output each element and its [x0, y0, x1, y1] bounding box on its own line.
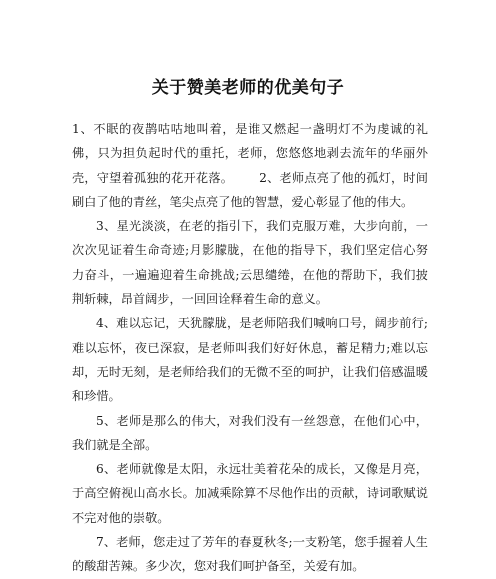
paragraph-5: 5、老师是那么的伟大，对我们没有一丝怨意，在他们心中，我们就是全部。 [72, 413, 428, 452]
paragraph-7: 7、老师，您走过了芳年的春夏秋冬;一支粉笔，您手握着人生的酸甜苦辣。多少次，您对我们呵护备至，关爱有加。 [72, 535, 428, 574]
paragraph-4: 4、难以忘记，天犹朦胧，是老师陪我们喊响口号，阔步前行;难以忘怀，夜已深寂，是老师叫我们好好休息，蓄足精力;难以忘却，无时无刻，是老师给我们的无微不至的呵护，让我们倍感温暖和珍惜。 [72, 316, 428, 404]
sentence-1: 1、不眠的夜鹊咕咕地叫着，是谁又燃起一盏明灯不为虔诚的礼佛，只为担负起时代的重托，老师，您悠悠地剥去流年的华丽外壳，守望着孤独的花开花落。 [72, 122, 428, 185]
paragraph-1-2 [72, 117, 428, 214]
article-body [72, 117, 428, 579]
sentence-2: 2、老师点亮了他的孤灯，时间刷白了他的青丝，笔尖点亮了他的智慧，爱心彰显了他的伟大。 [72, 170, 428, 209]
page-title: 关于赞美老师的优美句子 [151, 78, 345, 98]
paragraph-6: 6、老师就像是太阳，永远壮美着花朵的成长，又像是月亮，于高空俯视山高水长。加减乘除算不尽他作出的贡献，诗词歌赋说不完对他的崇敬。 [72, 462, 428, 525]
paragraph-3: 3、星光淡淡，在老的指引下，我们克服万难，大步向前，一次次见证着生命奇迹;月影朦胧，在他的指导下，我们坚定信心努力奋斗，一遍遍迎着生命挑战;云思缱绻，在他的帮助下，我们披荆斩棘，昂首阔步，一回回诠释着生命的意义。 [72, 219, 428, 307]
